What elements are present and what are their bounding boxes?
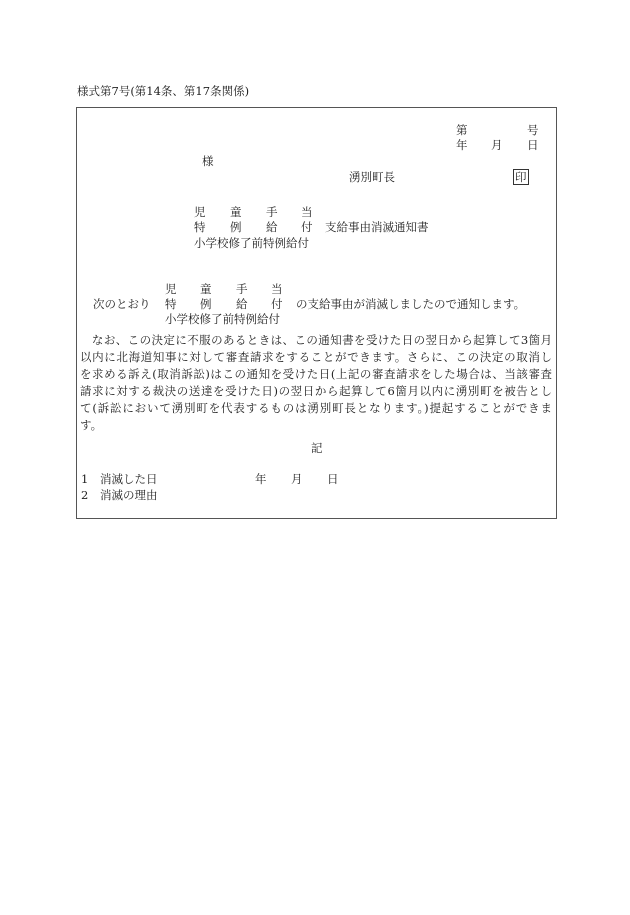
notice-char: 例 (200, 297, 212, 311)
notice-row3: 小学校修了前特例給付 (165, 312, 280, 326)
form-title: 様式第7号(第14条、第17条関係) (77, 84, 250, 98)
document-title: 支給事由消滅通知書 (325, 220, 429, 234)
notice-char: 児 (165, 282, 177, 296)
paragraph-line: 請求に対する裁決の送達を受けた日)の翌日から起算して6箇月以内に湧別町を被告とし (80, 384, 552, 398)
notice-char: 付 (271, 297, 283, 311)
item-month: 月 (291, 472, 303, 486)
title-char: 童 (230, 205, 242, 219)
record-heading: 記 (311, 441, 323, 455)
issuer: 湧別町長 (349, 170, 395, 184)
item-label: 消滅の理由 (100, 488, 158, 502)
item-label: 消滅した日 (100, 472, 158, 486)
item-number: 2 (81, 488, 89, 502)
title-char: 例 (230, 220, 242, 234)
title-char: 付 (301, 220, 313, 234)
title-char: 給 (266, 220, 278, 234)
notice-char: 当 (271, 282, 283, 296)
notice-char: 特 (165, 297, 177, 311)
item-day: 日 (327, 472, 339, 486)
date-day: 日 (527, 138, 539, 152)
notice-suffix: の支給事由が消滅しましたので通知します。 (296, 297, 526, 311)
notice-prefix: 次のとおり (93, 297, 151, 311)
seal-mark: 印 (515, 170, 527, 184)
paragraph-line: 以内に北海道知事に対して審査請求をすることができます。さらに、この決定の取消し (80, 350, 552, 364)
document-frame (76, 107, 557, 519)
addressee-suffix: 様 (202, 154, 214, 168)
notice-char: 給 (236, 297, 248, 311)
number-suffix: 号 (527, 123, 539, 137)
item-year: 年 (255, 472, 267, 486)
paragraph-line: て(訴訟において湧別町を代表するものは湧別町長となります。)提起することができま (80, 401, 552, 415)
notice-char: 手 (236, 282, 248, 296)
date-year: 年 (456, 138, 468, 152)
title-char: 特 (194, 220, 206, 234)
title-char: 手 (266, 205, 278, 219)
number-prefix: 第 (456, 123, 468, 137)
title-char: 児 (194, 205, 206, 219)
item-number: 1 (81, 472, 89, 486)
paragraph-line: す。 (80, 418, 103, 432)
date-month: 月 (491, 138, 503, 152)
title-char: 当 (301, 205, 313, 219)
title-row3: 小学校修了前特例給付 (194, 236, 309, 250)
notice-char: 童 (200, 282, 212, 296)
paragraph-line: を求める訴え(取消訴訟)はこの通知を受けた日(上記の審査請求をした場合は、当該審査 (80, 367, 552, 381)
paragraph-line: なお、この決定に不服のあるときは、この通知書を受けた日の翌日から起算して3箇月 (80, 333, 552, 347)
